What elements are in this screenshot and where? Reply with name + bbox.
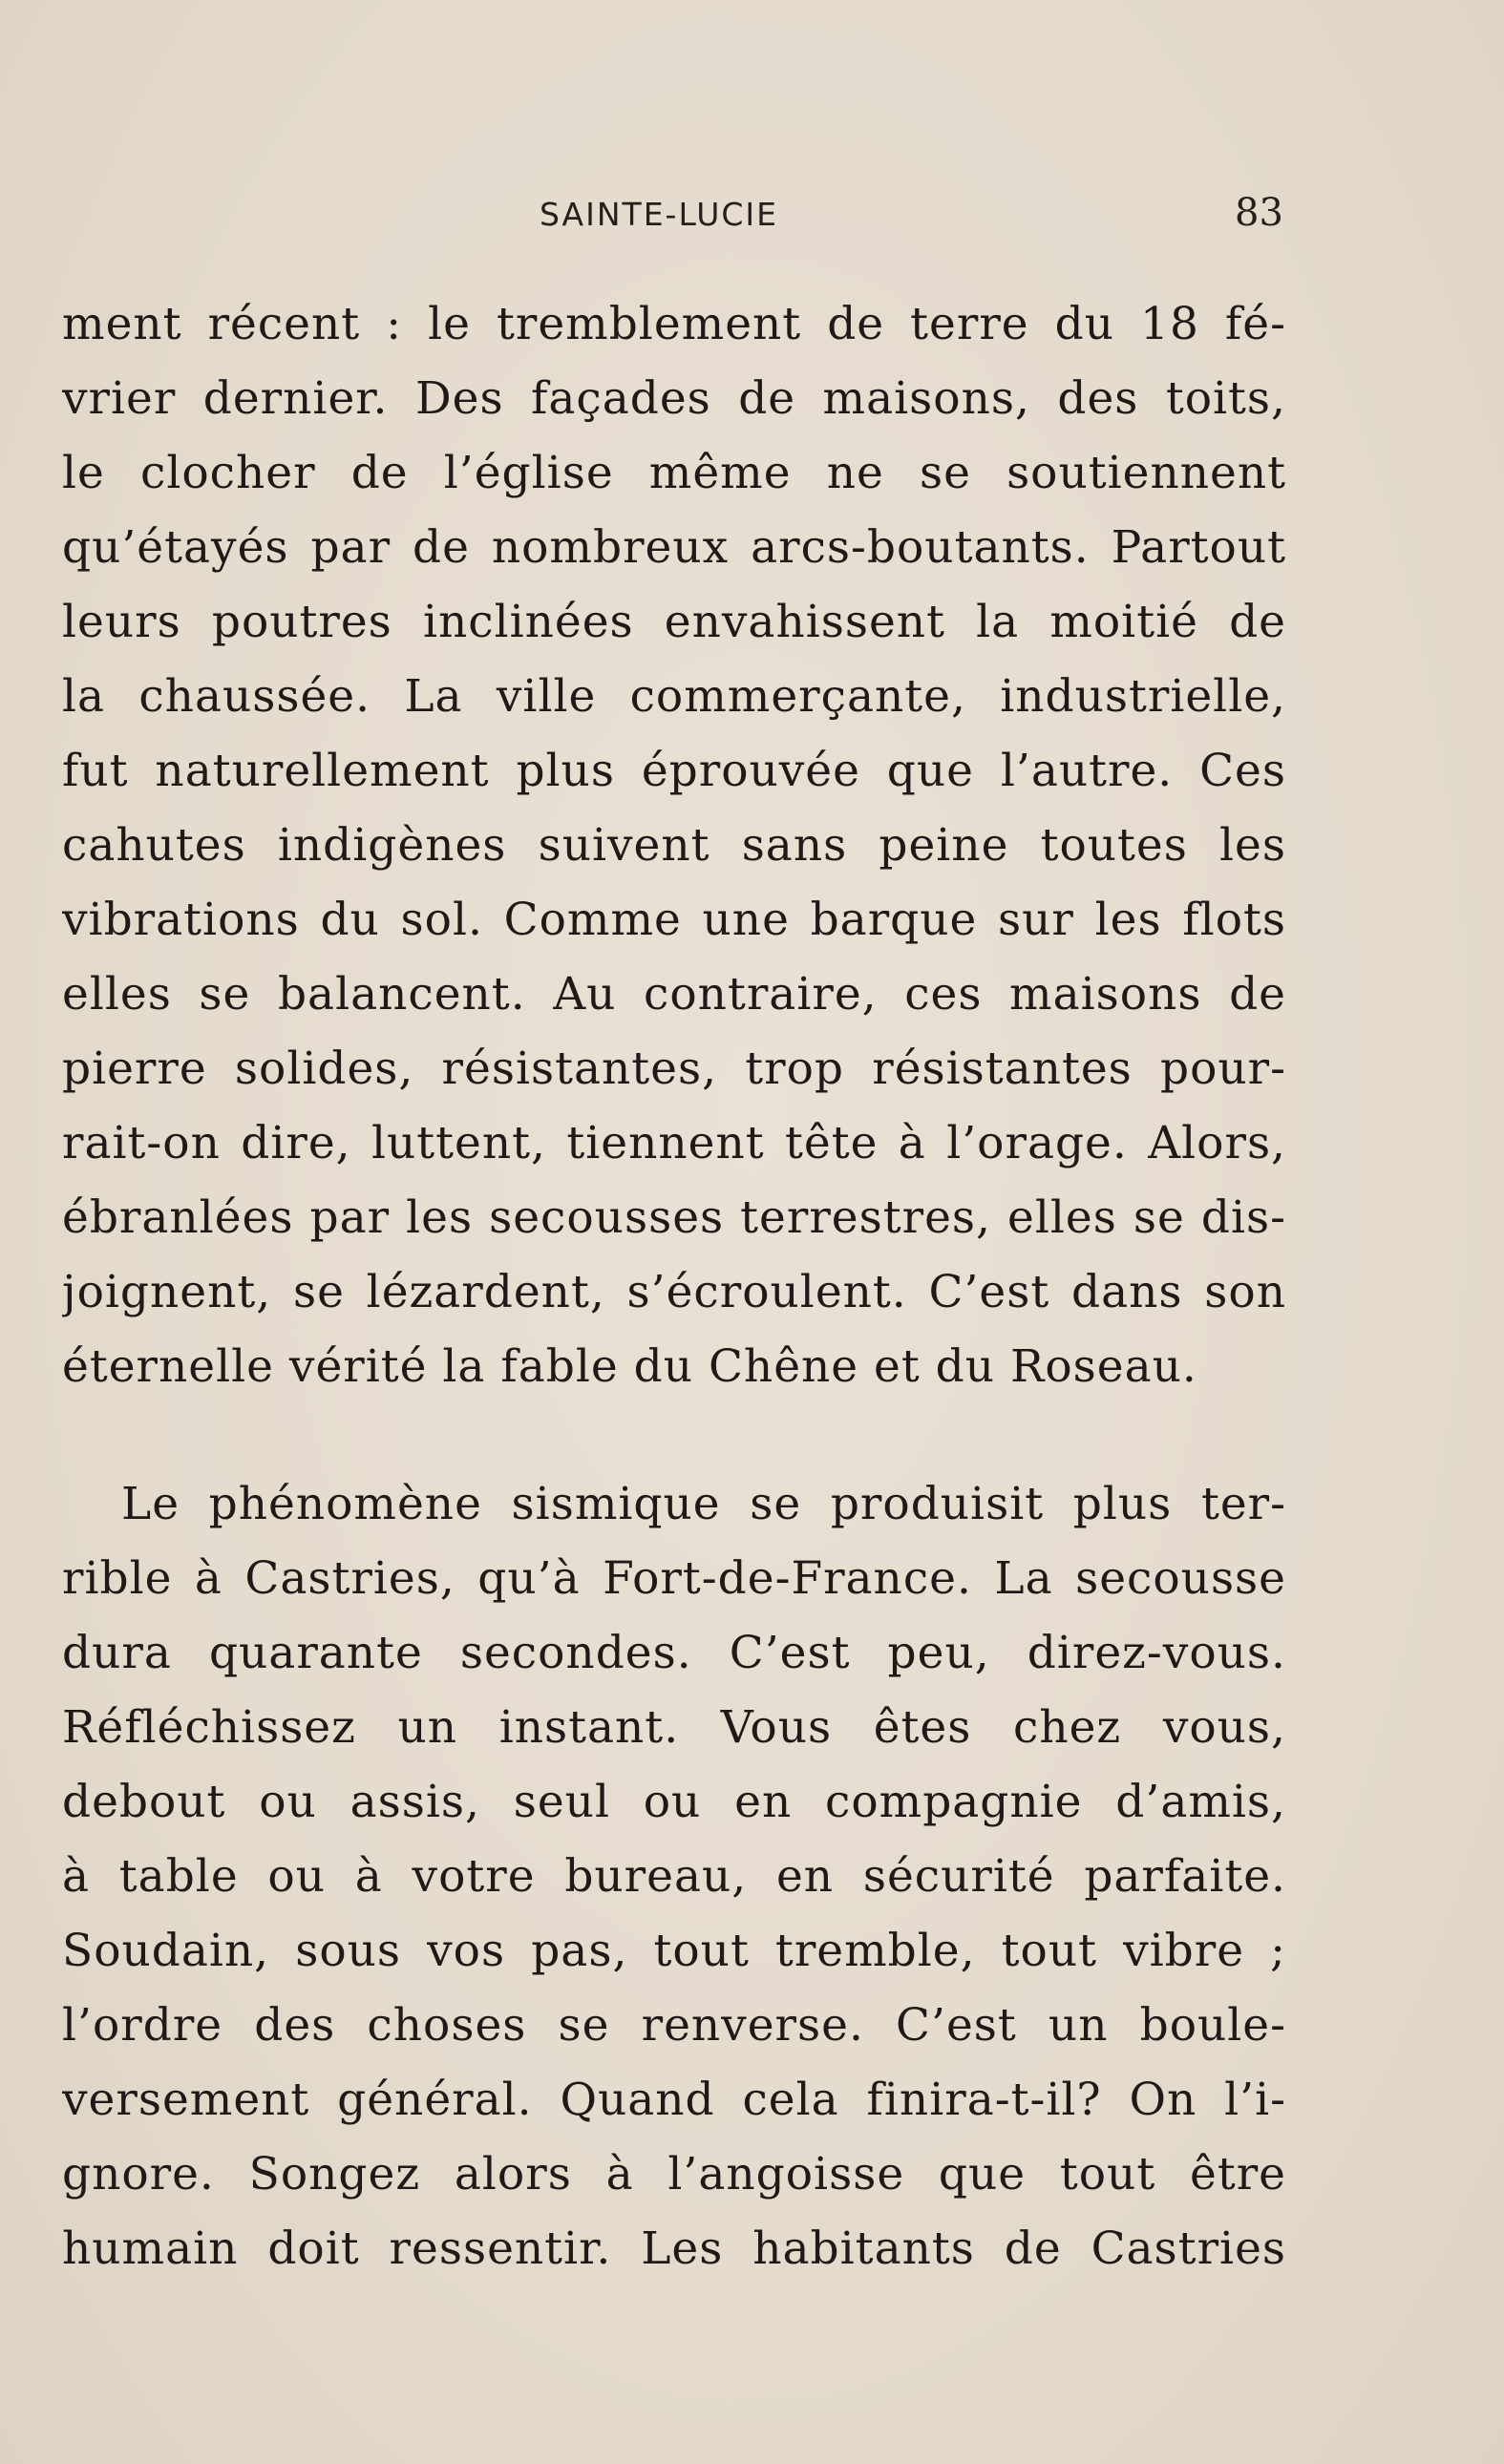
text-line: la chaussée. La ville commerçante, industrielle, xyxy=(62,670,1286,723)
text-line: cahutes indigènes suivent sans peine toutes les xyxy=(62,819,1286,872)
text-line: éternelle vérité la fable du Chêne et du Roseau. xyxy=(62,1340,1197,1393)
text-line: pierre solides, résistantes, trop résistantes pour- xyxy=(62,1042,1286,1095)
text-line: ébranlées par les secousses terrestres, elles se dis- xyxy=(62,1191,1286,1244)
paragraph-2 xyxy=(62,1467,1286,2286)
text-line: Le phénomène sismique se produisit plus ter- xyxy=(121,1478,1286,1530)
text-line: debout ou assis, seul ou en compagnie d’amis, xyxy=(62,1776,1286,1828)
text-line: l’ordre des choses se renverse. C’est un boule- xyxy=(62,1999,1286,2052)
text-line: fut naturellement plus éprouvée que l’autre. Ces xyxy=(62,745,1286,797)
text-line: qu’étayés par de nombreux arcs-boutants. Partout xyxy=(62,521,1286,574)
text-line: Réfléchissez un instant. Vous êtes chez vous, xyxy=(62,1701,1286,1754)
text-line: vrier dernier. Des façades de maisons, des toits, xyxy=(62,372,1286,425)
text-line: gnore. Songez alors à l’angoisse que tout être xyxy=(62,2148,1286,2201)
text-line: rible à Castries, qu’à Fort-de-France. La secousse xyxy=(62,1552,1286,1605)
text-line: vibrations du sol. Comme une barque sur les flots xyxy=(62,894,1286,946)
page-number: 83 xyxy=(1235,191,1283,235)
running-title: SAINTE-LUCIE xyxy=(540,196,778,233)
text-line: versement général. Quand cela finira-t-il? On l’i- xyxy=(62,2074,1286,2126)
text-line: dura quarante secondes. C’est peu, direz-vous. xyxy=(62,1627,1286,1679)
text-line: à table ou à votre bureau, en sécurité parfaite. xyxy=(62,1850,1286,1903)
text-line: ment récent : le tremblement de terre du 18 fé- xyxy=(62,298,1286,350)
text-line: Soudain, sous vos pas, tout tremble, tout vibre ; xyxy=(62,1925,1286,1977)
text-line: elles se balancent. Au contraire, ces maisons de xyxy=(62,968,1286,1021)
text-line: le clocher de l’église même ne se soutiennent xyxy=(62,447,1286,499)
text-line: rait-on dire, luttent, tiennent tête à l’orage. Alors, xyxy=(62,1117,1286,1169)
text-line: joignent, se lézardent, s’écroulent. C’est dans son xyxy=(62,1266,1286,1318)
text-line: humain doit ressentir. Les habitants de Castries xyxy=(62,2222,1286,2275)
text-line: leurs poutres inclinées envahissent la moitié de xyxy=(62,596,1286,648)
paragraph-1 xyxy=(62,287,1286,1404)
